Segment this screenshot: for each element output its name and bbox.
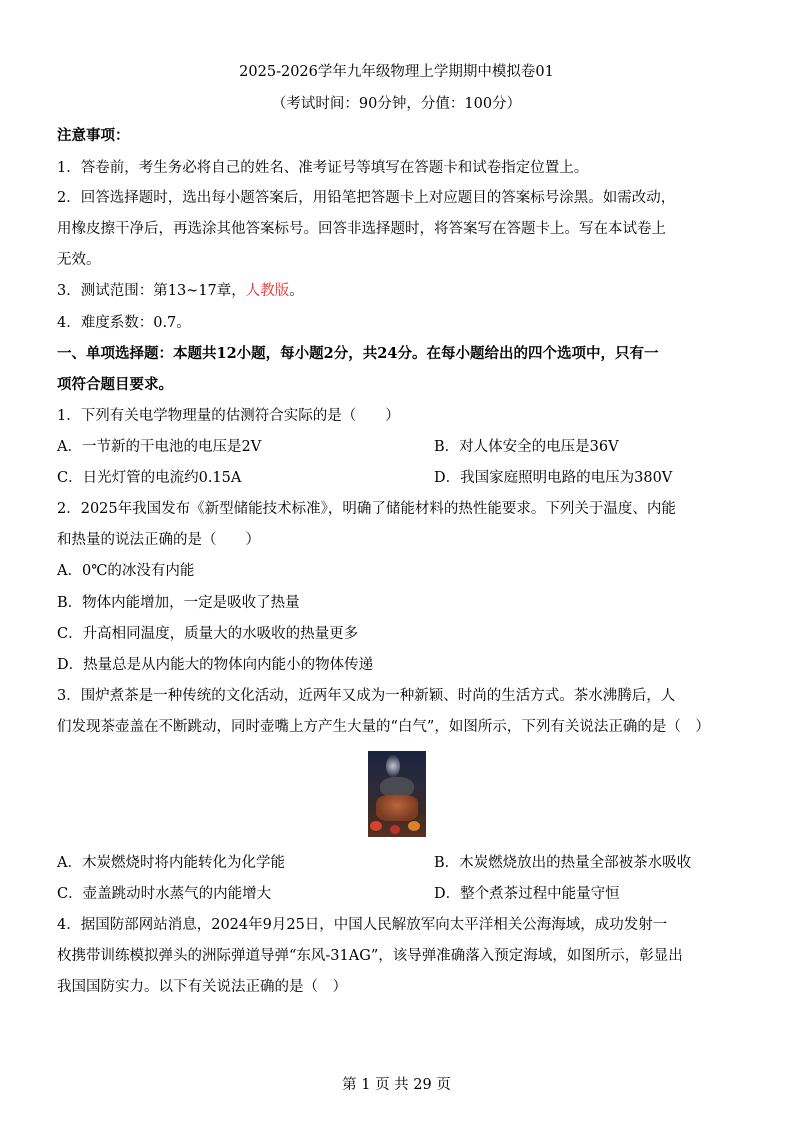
question-2-option-b: B．物体内能增加，一定是吸收了热量: [57, 595, 300, 611]
question-4-stem-line-3: 我国国防实力。以下有关说法正确的是（ ）: [57, 979, 347, 995]
exam-info: （考试时间：90分钟，分值：100分）: [271, 96, 522, 112]
section-1-heading-line-2: 项符合题目要求。: [57, 376, 173, 393]
question-3-option-d: D．整个煮茶过程中能量守恒: [434, 886, 620, 902]
page-title: 2025-2026学年九年级物理上学期期中模拟卷01: [239, 64, 554, 80]
question-3-options-row-2: [57, 884, 620, 904]
question-3-option-b: B．木炭燃烧放出的热量全部被茶水吸收: [434, 855, 692, 871]
fruit-shape: [370, 821, 382, 831]
question-1-stem: 1．下列有关电学物理量的估测符合实际的是（ ）: [57, 408, 400, 424]
question-1-options-row-1: [57, 437, 619, 457]
stove-shape: [376, 795, 418, 821]
notice-item-3-end: 。: [289, 283, 304, 299]
teapot-shape: [380, 777, 414, 797]
question-1-option-b: B．对人体安全的电压是36V: [434, 439, 619, 455]
question-1-options-row-2: [57, 468, 673, 488]
notice-item-3-text: 3．测试范围：第13~17章，: [57, 283, 246, 299]
question-3-options-row-1: [57, 853, 692, 873]
page-number: 第 1 页 共 29 页: [342, 1077, 451, 1093]
question-4-stem-line-1: 4．据国防部网站消息，2024年9月25日，中国人民解放军向太平洋相关公海海域，成功发射一: [57, 917, 668, 933]
notice-item-4: 4．难度系数：0.7。: [57, 315, 191, 331]
tea-stove-photo: [368, 751, 426, 837]
steam-shape: [386, 755, 400, 777]
question-3-stem-line-2: 们发现茶壶盖在不断跳动，同时壶嘴上方产生大量的“白气”，如图所示，下列有关说法正确的是（ ）: [57, 719, 710, 735]
notice-item-2-line-2: 用橡皮擦干净后，再选涂其他答案标号。回答非选择题时，将答案写在答题卡上。写在本试卷上: [57, 221, 666, 237]
textbook-version: 人教版: [245, 283, 290, 299]
fruit-shape: [390, 825, 400, 834]
question-3-stem-line-1: 3．围炉煮茶是一种传统的文化活动，近两年又成为一种新颖、时尚的生活方式。茶水沸腾后，人: [57, 688, 676, 704]
notice-item-2-line-1: 2．回答选择题时，选出每小题答案后，用铅笔把答题卡上对应题目的答案标号涂黑。如需改动，: [57, 190, 676, 206]
question-1-option-d: D．我国家庭照明电路的电压为380V: [434, 470, 673, 486]
question-1-option-c: C．日光灯管的电流约0.15A: [57, 470, 242, 486]
question-2-stem-line-2: 和热量的说法正确的是（ ）: [57, 532, 260, 548]
question-4-stem-line-2: 枚携带训练模拟弹头的洲际弹道导弹“东风-31AG”，该导弹准确落入预定海域，如图所示，彰显出: [57, 948, 683, 964]
question-3-option-a: A．木炭燃烧时将内能转化为化学能: [57, 855, 285, 871]
notice-heading: 注意事项：: [57, 127, 130, 144]
section-1-heading-line-1: 一、单项选择题：本题共12小题，每小题2分，共24分。在每小题给出的四个选项中，只有一: [57, 345, 659, 362]
question-2-stem-line-1: 2．2025年我国发布《新型储能技术标准》，明确了储能材料的热性能要求。下列关于温度、内能: [57, 501, 676, 517]
question-3-option-c: C．壶盖跳动时水蒸气的内能增大: [57, 886, 272, 902]
notice-item-3: [57, 281, 304, 301]
fruit-shape: [408, 821, 420, 831]
question-2-option-a: A．0℃的冰没有内能: [57, 563, 195, 579]
question-1-option-a: A．一节新的干电池的电压是2V: [57, 439, 262, 455]
notice-item-2-line-3: 无效。: [57, 252, 101, 268]
notice-item-1: 1．答卷前，考生务必将自己的姓名、准考证号等填写在答题卡和试卷指定位置上。: [57, 160, 589, 176]
question-2-option-c: C．升高相同温度，质量大的水吸收的热量更多: [57, 626, 359, 642]
question-2-option-d: D．热量总是从内能大的物体向内能小的物体传递: [57, 657, 374, 673]
